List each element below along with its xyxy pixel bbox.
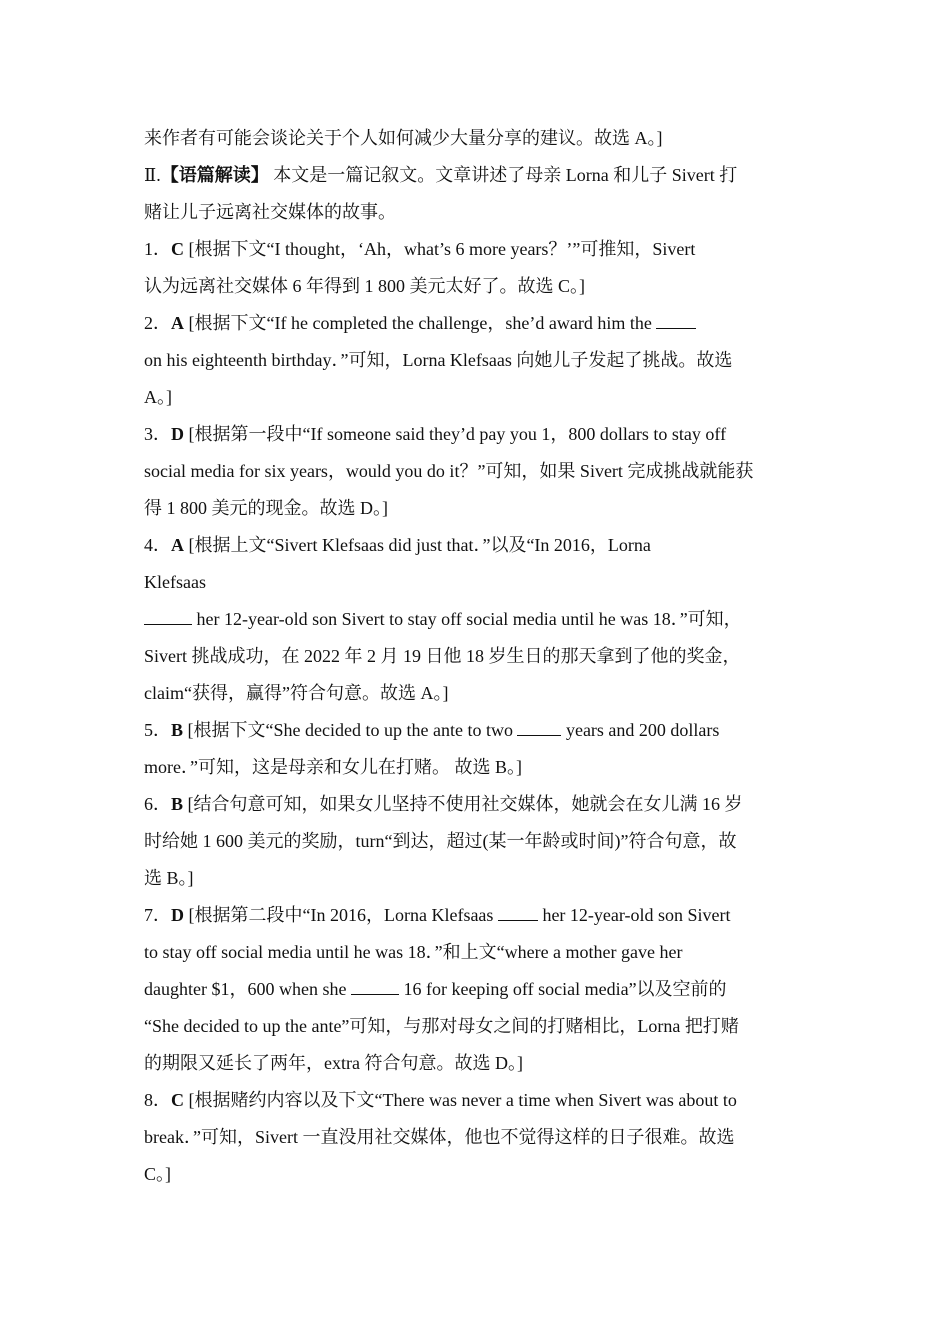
explanation-text: 认为远离社交媒体 6 年得到 1 800 美元太好了。故选 C。] xyxy=(144,276,585,296)
answer-item-6 xyxy=(144,786,808,823)
text-line xyxy=(144,1119,808,1156)
answer-letter: B xyxy=(171,794,184,814)
explanation-text: [根据第二段中“In 2016，Lorna Klefsaas xyxy=(184,905,498,925)
explanation-text: her 12-year-old son Sivert xyxy=(537,905,731,925)
text: 本文是一篇记叙文。文章讲述了母亲 Lorna 和儿子 Sivert 打 xyxy=(268,165,738,185)
answer-item-5 xyxy=(144,712,808,749)
blank-underline xyxy=(498,900,538,921)
answer-letter: A xyxy=(171,535,184,555)
explanation-text: [根据下文“If he completed the challenge，she’d award him the xyxy=(184,313,657,333)
question-number: 7． xyxy=(144,905,171,925)
answer-letter: C xyxy=(171,239,184,259)
answer-item-7 xyxy=(144,897,808,934)
explanation-text: [根据下文“She decided to up the ante to two xyxy=(183,720,518,740)
explanation-text: 16 for keeping off social media”以及空前的 xyxy=(398,979,727,999)
answer-letter: D xyxy=(171,424,184,444)
explanation-text: more．”可知，这是母亲和女儿在打赌。 故选 B。] xyxy=(144,757,522,777)
blank-underline xyxy=(517,715,561,736)
explanation-text: C。] xyxy=(144,1164,171,1184)
answer-letter: C xyxy=(171,1090,184,1110)
answer-item-8 xyxy=(144,1082,808,1119)
explanation-text: her 12-year-old son Sivert to stay off social media until he was 18．”可知， xyxy=(192,609,742,629)
text-line xyxy=(144,194,808,231)
explanation-text: social media for six years，would you do it？”可知，如果 Sivert 完成挑战就能获 xyxy=(144,461,754,481)
text-line xyxy=(144,675,808,712)
text-line xyxy=(144,971,808,1008)
text-line xyxy=(144,379,808,416)
explanation-text: claim“获得，赢得”符合句意。故选 A。] xyxy=(144,683,449,703)
explanation-text: 时给她 1 600 美元的奖励，turn“到达，超过(某一年龄或时间)”符合句意，故 xyxy=(144,831,737,851)
passage-summary-line xyxy=(144,157,808,194)
text-line xyxy=(144,564,808,601)
explanation-text: Sivert 挑战成功，在 2022 年 2 月 19 日他 18 岁生日的那天拿到了他的奖金， xyxy=(144,646,741,666)
explanation-text: to stay off social media until he was 18．”和上文“where a mother gave her xyxy=(144,942,683,962)
text-line xyxy=(144,860,808,897)
explanation-text: 得 1 800 美元的现金。故选 D。] xyxy=(144,498,388,518)
text: 来作者有可能会谈论关于个人如何减少大量分享的建议。故选 A。] xyxy=(144,128,663,148)
explanation-text: Klefsaas xyxy=(144,572,206,592)
text-line xyxy=(144,601,808,638)
answer-letter: D xyxy=(171,905,184,925)
text-line xyxy=(144,934,808,971)
text-line xyxy=(144,1156,808,1193)
text-line xyxy=(144,268,808,305)
text: 赌让儿子远离社交媒体的故事。 xyxy=(144,202,396,222)
text-line xyxy=(144,823,808,860)
question-number: 1． xyxy=(144,239,171,259)
explanation-text: A。] xyxy=(144,387,172,407)
explanation-text: 选 B。] xyxy=(144,868,194,888)
answer-item-2 xyxy=(144,305,808,342)
section-heading: 【语篇解读】 xyxy=(160,165,269,185)
explanation-text: daughter $1，600 when she xyxy=(144,979,351,999)
explanation-text: 的期限又延长了两年，extra 符合句意。故选 D。] xyxy=(144,1053,523,1073)
section-number: Ⅱ. xyxy=(144,165,161,185)
text-line xyxy=(144,490,808,527)
question-number: 3． xyxy=(144,424,171,444)
text-line xyxy=(144,1008,808,1045)
text-line xyxy=(144,749,808,786)
explanation-text: [结合句意可知，如果女儿坚持不使用社交媒体，她就会在女儿满 16 岁 xyxy=(183,794,743,814)
answer-letter: B xyxy=(171,720,184,740)
explanation-text: on his eighteenth birthday．”可知，Lorna Klefsaas 向她儿子发起了挑战。故选 xyxy=(144,350,733,370)
text-line xyxy=(144,120,808,157)
answer-item-4 xyxy=(144,527,808,564)
blank-underline xyxy=(351,974,399,995)
blank-underline xyxy=(144,604,192,625)
blank-underline xyxy=(656,308,696,329)
explanation-text: [根据下文“I thought，‘Ah，what’s 6 more years？’”可推知，Sivert xyxy=(184,239,696,259)
question-number: 6． xyxy=(144,794,171,814)
explanation-text: [根据赌约内容以及下文“There was never a time when Sivert was about to xyxy=(184,1090,737,1110)
answer-letter: A xyxy=(171,313,184,333)
explanation-text: break．”可知，Sivert 一直没用社交媒体，他也不觉得这样的日子很难。故选 xyxy=(144,1127,735,1147)
answer-item-1 xyxy=(144,231,808,268)
text-line xyxy=(144,638,808,675)
question-number: 4． xyxy=(144,535,171,555)
answer-explanations xyxy=(144,120,808,1193)
text-line xyxy=(144,453,808,490)
explanation-text: [根据上文“Sivert Klefsaas did just that．”以及“In 2016，Lorna xyxy=(184,535,651,555)
text-line xyxy=(144,1045,808,1082)
question-number: 8． xyxy=(144,1090,171,1110)
question-number: 5． xyxy=(144,720,171,740)
explanation-text: [根据第一段中“If someone said they’d pay you 1，800 dollars to stay off xyxy=(184,424,727,444)
text-line xyxy=(144,342,808,379)
answer-item-3 xyxy=(144,416,808,453)
explanation-text: years and 200 dollars xyxy=(561,720,720,740)
explanation-text: “She decided to up the ante”可知，与那对母女之间的打赌相比，Lorna 把打赌 xyxy=(144,1016,739,1036)
question-number: 2． xyxy=(144,313,171,333)
